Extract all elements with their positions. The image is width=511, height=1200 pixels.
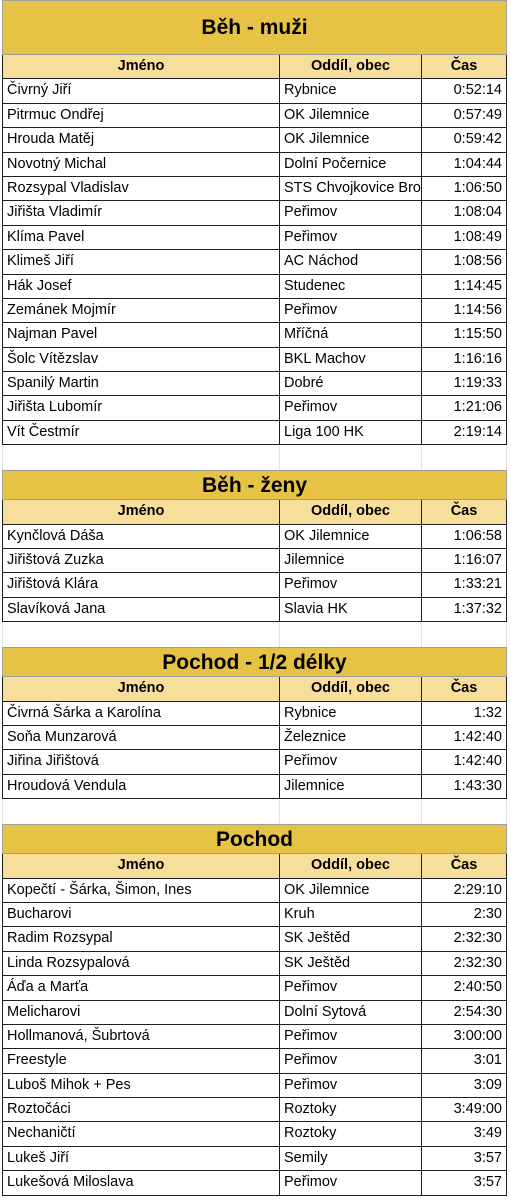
cell-name[interactable]: Novotný Michal bbox=[2, 153, 279, 176]
cell-club[interactable]: Rybnice bbox=[279, 79, 421, 102]
cell-club[interactable]: Mříčná bbox=[279, 323, 421, 346]
cell-name[interactable]: Klíma Pavel bbox=[2, 226, 279, 249]
column-header-name: Jméno bbox=[2, 677, 279, 700]
empty-cell[interactable] bbox=[279, 799, 421, 824]
cell-time[interactable]: 1:04:44 bbox=[421, 153, 507, 176]
table-row bbox=[2, 177, 507, 201]
cell-name[interactable]: Spanilý Martin bbox=[2, 372, 279, 395]
table-row bbox=[2, 525, 507, 549]
cell-name[interactable]: Rozsypal Vladislav bbox=[2, 177, 279, 200]
column-header-time: Čas bbox=[421, 677, 507, 700]
column-header-club: Oddíl, obec bbox=[279, 677, 421, 700]
cell-time[interactable]: 1:16:16 bbox=[421, 348, 507, 371]
cell-time[interactable]: 0:59:42 bbox=[421, 128, 507, 151]
cell-name[interactable]: Melicharovi bbox=[2, 1001, 279, 1024]
cell-time[interactable]: 1:42:40 bbox=[421, 726, 507, 749]
cell-name[interactable]: Freestyle bbox=[2, 1049, 279, 1072]
cell-club[interactable]: Jilemnice bbox=[279, 549, 421, 572]
cell-time[interactable]: 1:32 bbox=[421, 702, 507, 725]
table-row bbox=[2, 573, 507, 597]
table-row bbox=[2, 726, 507, 750]
table-row bbox=[2, 226, 507, 250]
table-row bbox=[2, 1098, 507, 1122]
cell-club[interactable]: OK Jilemnice bbox=[279, 128, 421, 151]
cell-club[interactable]: Peřimov bbox=[279, 1025, 421, 1048]
table-row bbox=[2, 903, 507, 927]
cell-club[interactable]: Dolní Počernice bbox=[279, 153, 421, 176]
cell-name[interactable]: Vít Čestmír bbox=[2, 421, 279, 444]
cell-time[interactable]: 1:14:56 bbox=[421, 299, 507, 322]
cell-club[interactable]: Peřimov bbox=[279, 299, 421, 322]
cell-name[interactable]: Klimeš Jiří bbox=[2, 250, 279, 273]
cell-club[interactable]: Kruh bbox=[279, 903, 421, 926]
cell-time[interactable]: 1:19:33 bbox=[421, 372, 507, 395]
column-header-club: Oddíl, obec bbox=[279, 854, 421, 877]
cell-name[interactable]: Jiřištová Zuzka bbox=[2, 549, 279, 572]
cell-name[interactable]: Najman Pavel bbox=[2, 323, 279, 346]
cell-time[interactable]: 1:14:45 bbox=[421, 275, 507, 298]
table-row bbox=[2, 879, 507, 903]
table-row bbox=[2, 1122, 507, 1146]
table-row bbox=[2, 952, 507, 976]
cell-time[interactable]: 2:32:30 bbox=[421, 927, 507, 950]
cell-club[interactable]: Peřimov bbox=[279, 573, 421, 596]
cell-name[interactable]: Hák Josef bbox=[2, 275, 279, 298]
result-section bbox=[2, 0, 507, 470]
cell-name[interactable]: Zemánek Mojmír bbox=[2, 299, 279, 322]
cell-club[interactable]: Jilemnice bbox=[279, 775, 421, 798]
empty-cell[interactable] bbox=[279, 445, 421, 470]
column-header-club: Oddíl, obec bbox=[279, 500, 421, 523]
section-title: Běh - muži bbox=[2, 1, 507, 55]
cell-time[interactable]: 1:37:32 bbox=[421, 598, 507, 621]
cell-name[interactable]: Jiřištová Klára bbox=[2, 573, 279, 596]
cell-club[interactable]: AC Náchod bbox=[279, 250, 421, 273]
cell-club[interactable]: Železnice bbox=[279, 726, 421, 749]
table-row bbox=[2, 976, 507, 1000]
column-header-name: Jméno bbox=[2, 55, 279, 78]
cell-time[interactable]: 2:54:30 bbox=[421, 1001, 507, 1024]
empty-cell[interactable] bbox=[421, 445, 507, 470]
empty-cell[interactable] bbox=[279, 622, 421, 647]
empty-row bbox=[2, 445, 507, 470]
cell-name[interactable]: Šolc Vítězslav bbox=[2, 348, 279, 371]
table-row bbox=[2, 299, 507, 323]
result-section bbox=[2, 470, 507, 647]
cell-name[interactable]: Čivrná Šárka a Karolína bbox=[2, 702, 279, 725]
cell-club[interactable]: SK Ještěd bbox=[279, 927, 421, 950]
cell-name[interactable]: Lukešová Miloslava bbox=[2, 1171, 279, 1194]
cell-name[interactable]: Luboš Mihok + Pes bbox=[2, 1074, 279, 1097]
cell-time[interactable]: 0:52:14 bbox=[421, 79, 507, 102]
section-title: Pochod - 1/2 délky bbox=[2, 648, 507, 677]
table-row bbox=[2, 750, 507, 774]
cell-club[interactable]: Peřimov bbox=[279, 976, 421, 999]
cell-time[interactable]: 3:09 bbox=[421, 1074, 507, 1097]
cell-name[interactable]: Čivrný Jiří bbox=[2, 79, 279, 102]
cell-club[interactable]: Peřimov bbox=[279, 1074, 421, 1097]
cell-time[interactable]: 2:30 bbox=[421, 903, 507, 926]
cell-name[interactable]: Pitrmuc Ondřej bbox=[2, 104, 279, 127]
cell-club[interactable]: Peřimov bbox=[279, 1049, 421, 1072]
cell-name[interactable]: Kopečtí - Šárka, Šimon, Ines bbox=[2, 879, 279, 902]
table-row bbox=[2, 275, 507, 299]
cell-time[interactable]: 2:29:10 bbox=[421, 879, 507, 902]
table-row bbox=[2, 79, 507, 103]
table-row bbox=[2, 598, 507, 622]
cell-club[interactable]: OK Jilemnice bbox=[279, 525, 421, 548]
table-row bbox=[2, 396, 507, 420]
column-header-club: Oddíl, obec bbox=[279, 55, 421, 78]
result-section bbox=[2, 647, 507, 824]
table-row bbox=[2, 323, 507, 347]
cell-name[interactable]: Áďa a Marťa bbox=[2, 976, 279, 999]
table-row bbox=[2, 104, 507, 128]
column-header-row bbox=[2, 55, 507, 79]
cell-time[interactable]: 3:57 bbox=[421, 1171, 507, 1194]
cell-time[interactable]: 1:33:21 bbox=[421, 573, 507, 596]
cell-name[interactable]: Hollmanová, Šubrtová bbox=[2, 1025, 279, 1048]
cell-name[interactable]: Jiřišta Lubomír bbox=[2, 396, 279, 419]
result-section bbox=[2, 824, 507, 1195]
table-row bbox=[2, 775, 507, 799]
cell-club[interactable]: BKL Machov bbox=[279, 348, 421, 371]
cell-time[interactable]: 1:21:06 bbox=[421, 396, 507, 419]
cell-time[interactable]: 0:57:49 bbox=[421, 104, 507, 127]
cell-time[interactable]: 3:57 bbox=[421, 1147, 507, 1170]
cell-time[interactable]: 1:08:56 bbox=[421, 250, 507, 273]
table-row bbox=[2, 153, 507, 177]
cell-time[interactable]: 1:15:50 bbox=[421, 323, 507, 346]
cell-time[interactable]: 3:01 bbox=[421, 1049, 507, 1072]
cell-name[interactable]: Kynčlová Dáša bbox=[2, 525, 279, 548]
cell-name[interactable]: Radim Rozsypal bbox=[2, 927, 279, 950]
table-row bbox=[2, 372, 507, 396]
column-header-row bbox=[2, 854, 507, 878]
cell-time[interactable]: 2:32:30 bbox=[421, 952, 507, 975]
cell-name[interactable]: Bucharovi bbox=[2, 903, 279, 926]
table-row bbox=[2, 201, 507, 225]
cell-name[interactable]: Hrouda Matěj bbox=[2, 128, 279, 151]
cell-name[interactable]: Nechaničtí bbox=[2, 1122, 279, 1145]
cell-time[interactable]: 1:08:49 bbox=[421, 226, 507, 249]
cell-time[interactable]: 1:06:58 bbox=[421, 525, 507, 548]
cell-time[interactable]: 1:08:04 bbox=[421, 201, 507, 224]
cell-club[interactable]: Peřimov bbox=[279, 1171, 421, 1194]
table-row bbox=[2, 348, 507, 372]
cell-club[interactable]: STS Chvojkovice Bro bbox=[279, 177, 421, 200]
cell-club[interactable]: OK Jilemnice bbox=[279, 879, 421, 902]
table-row bbox=[2, 1171, 507, 1195]
column-header-time: Čas bbox=[421, 854, 507, 877]
empty-cell[interactable] bbox=[421, 799, 507, 824]
empty-row bbox=[2, 799, 507, 824]
cell-club[interactable]: Rybnice bbox=[279, 702, 421, 725]
empty-cell[interactable] bbox=[2, 622, 279, 647]
cell-time[interactable]: 1:43:30 bbox=[421, 775, 507, 798]
table-row bbox=[2, 702, 507, 726]
cell-club[interactable]: Peřimov bbox=[279, 750, 421, 773]
table-row bbox=[2, 549, 507, 573]
cell-name[interactable]: Roztočáci bbox=[2, 1098, 279, 1121]
table-row bbox=[2, 927, 507, 951]
table-row bbox=[2, 421, 507, 445]
cell-club[interactable]: Dolní Sytová bbox=[279, 1001, 421, 1024]
cell-time[interactable]: 3:00:00 bbox=[421, 1025, 507, 1048]
cell-time[interactable]: 1:16:07 bbox=[421, 549, 507, 572]
cell-name[interactable]: Linda Rozsypalová bbox=[2, 952, 279, 975]
cell-time[interactable]: 3:49 bbox=[421, 1122, 507, 1145]
cell-club[interactable]: Roztoky bbox=[279, 1122, 421, 1145]
cell-club[interactable]: Semily bbox=[279, 1147, 421, 1170]
cell-time[interactable]: 3:49:00 bbox=[421, 1098, 507, 1121]
cell-time[interactable]: 1:06:50 bbox=[421, 177, 507, 200]
column-header-time: Čas bbox=[421, 500, 507, 523]
cell-name[interactable]: Slavíková Jana bbox=[2, 598, 279, 621]
table-row bbox=[2, 1147, 507, 1171]
cell-name[interactable]: Soňa Munzarová bbox=[2, 726, 279, 749]
table-row bbox=[2, 1025, 507, 1049]
table-row bbox=[2, 250, 507, 274]
cell-club[interactable]: SK Ještěd bbox=[279, 952, 421, 975]
cell-club[interactable]: Dobré bbox=[279, 372, 421, 395]
column-header-time: Čas bbox=[421, 55, 507, 78]
cell-name[interactable]: Jiřišta Vladimír bbox=[2, 201, 279, 224]
cell-name[interactable]: Lukeš Jiří bbox=[2, 1147, 279, 1170]
empty-cell[interactable] bbox=[421, 622, 507, 647]
cell-time[interactable]: 1:42:40 bbox=[421, 750, 507, 773]
column-header-name: Jméno bbox=[2, 500, 279, 523]
cell-club[interactable]: Liga 100 HK bbox=[279, 421, 421, 444]
cell-name[interactable]: Jiřina Jiřištová bbox=[2, 750, 279, 773]
column-header-name: Jméno bbox=[2, 854, 279, 877]
table-row bbox=[2, 1074, 507, 1098]
empty-row bbox=[2, 622, 507, 647]
section-title: Běh - ženy bbox=[2, 471, 507, 500]
column-header-row bbox=[2, 500, 507, 524]
cell-club[interactable]: Peřimov bbox=[279, 201, 421, 224]
table-row bbox=[2, 128, 507, 152]
cell-club[interactable]: Slavia HK bbox=[279, 598, 421, 621]
cell-time[interactable]: 2:19:14 bbox=[421, 421, 507, 444]
empty-cell[interactable] bbox=[2, 445, 279, 470]
section-title: Pochod bbox=[2, 825, 507, 854]
cell-club[interactable]: Peřimov bbox=[279, 396, 421, 419]
column-header-row bbox=[2, 677, 507, 701]
cell-club[interactable]: Roztoky bbox=[279, 1098, 421, 1121]
table-row bbox=[2, 1049, 507, 1073]
table-row bbox=[2, 1001, 507, 1025]
empty-cell[interactable] bbox=[2, 799, 279, 824]
cell-club[interactable]: Studenec bbox=[279, 275, 421, 298]
cell-club[interactable]: Peřimov bbox=[279, 226, 421, 249]
results-sheet bbox=[2, 0, 507, 1196]
cell-time[interactable]: 2:40:50 bbox=[421, 976, 507, 999]
cell-club[interactable]: OK Jilemnice bbox=[279, 104, 421, 127]
cell-name[interactable]: Hroudová Vendula bbox=[2, 775, 279, 798]
